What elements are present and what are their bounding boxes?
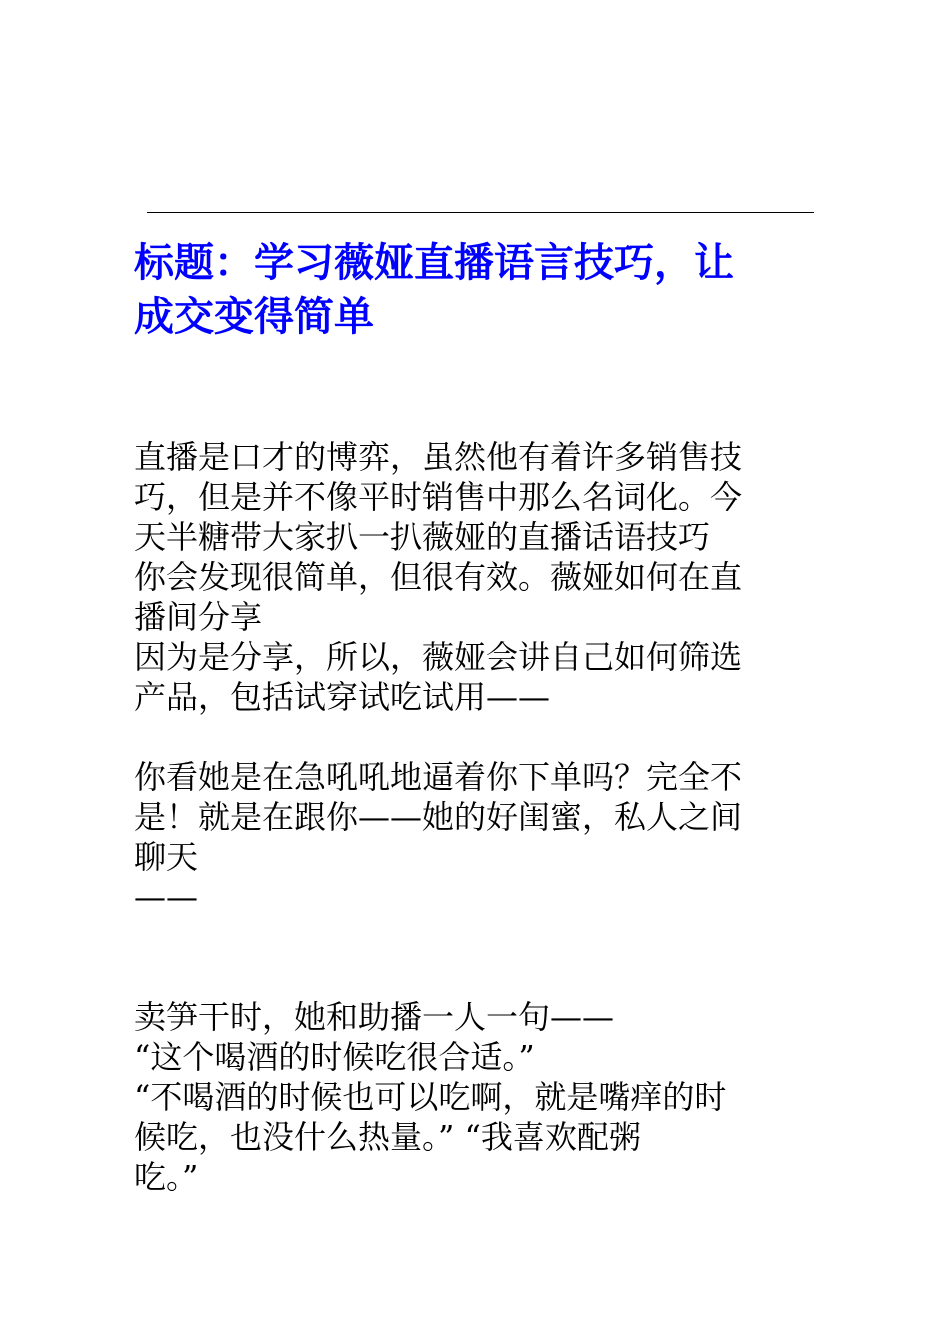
body-text [134,437,814,1197]
text-line: 卖笋干时，她和助播一人一句—— [134,998,615,1036]
text-line: 产品，包括试穿试吃试用—— [134,678,551,716]
text-line: “不喝酒的时候也可以吃啊，就是嘴痒的时 [134,1078,727,1116]
text-line: 你会发现很简单，但很有效。薇娅如何在直 [134,558,743,596]
text-line: 你看她是在急吼吼地逼着你下单吗？完全不 [134,758,743,796]
text-line: 天半糖带大家扒一扒薇娅的直播话语技巧 [134,518,711,556]
page-title [134,236,814,344]
text-line: 播间分享 [134,598,263,636]
paragraph-3 [134,997,814,1197]
text-line: 候吃，也没什么热量。” “我喜欢配粥 [134,1118,641,1156]
text-line: 直播是口才的博弈，虽然他有着许多销售技 [134,438,743,476]
text-line: 聊天 [134,838,199,876]
text-line: “这个喝酒的时候吃很合适。” [134,1038,535,1076]
paragraph-2 [134,757,814,917]
paragraph-gap [134,717,814,757]
text-line: 吃。” [134,1158,199,1196]
header-rule [147,212,814,213]
paragraph-gap [134,917,814,997]
text-line: 因为是分享，所以，薇娅会讲自己如何筛选 [134,638,743,676]
title-line: 成交变得简单 [134,293,374,340]
paragraph-1 [134,437,814,717]
title-line: 标题：学习薇娅直播语言技巧，让 [134,239,734,286]
text-line: —— [134,878,198,916]
text-line: 是！就是在跟你——她的好闺蜜，私人之间 [134,798,743,836]
text-line: 巧，但是并不像平时销售中那么名词化。今 [134,478,743,516]
